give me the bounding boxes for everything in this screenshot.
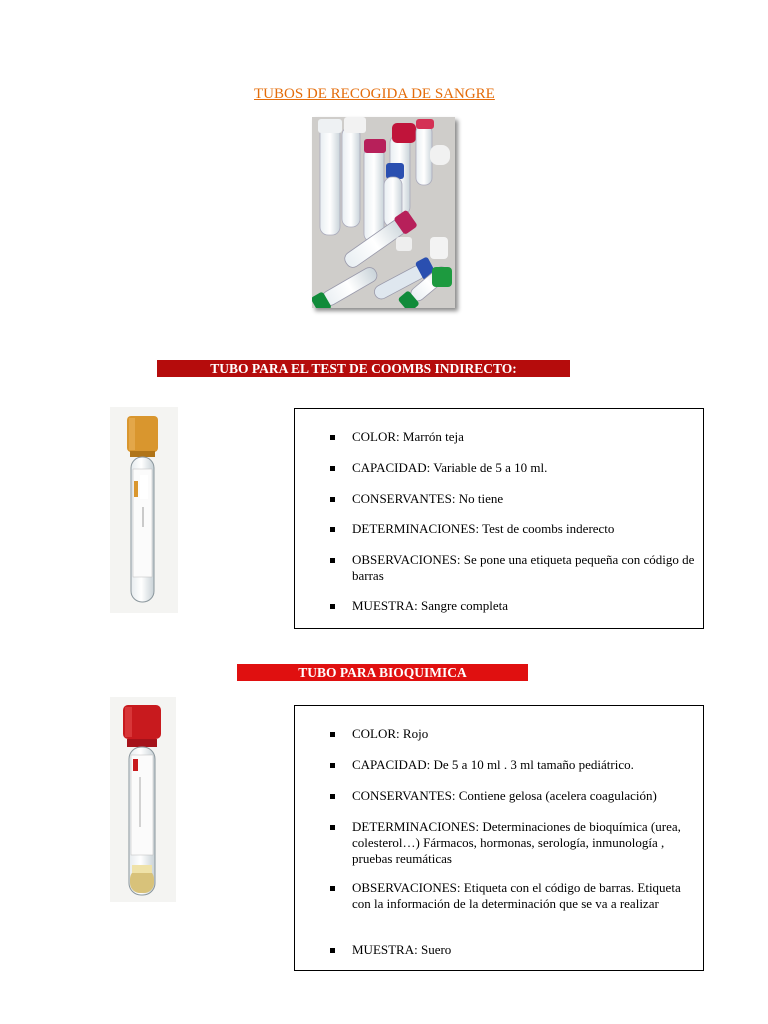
coombs-sample-item: MUESTRA: Sangre completa (352, 598, 697, 614)
bioquimica-tube-info-box (294, 705, 704, 971)
blood-tubes-photo (312, 117, 455, 308)
bioquimica-preservatives-item: CONSERVANTES: Contiene gelosa (acelera coagulación) (352, 788, 697, 804)
section-banner-coombs: TUBO PARA EL TEST DE COOMBS INDIRECTO: (157, 360, 570, 377)
coombs-preservatives-item: CONSERVANTES: No tiene (352, 491, 697, 507)
document-title: TUBOS DE RECOGIDA DE SANGRE (254, 86, 495, 102)
bioquimica-capacity-item: CAPACIDAD: De 5 a 10 ml . 3 ml tamaño pediátrico. (352, 757, 697, 773)
coombs-observations-item: OBSERVACIONES: Se pone una etiqueta pequeña con código de barras (352, 552, 697, 584)
coombs-color-item: COLOR: Marrón teja (352, 429, 697, 445)
bioquimica-observations-item: OBSERVACIONES: Etiqueta con el código de barras. Etiqueta con la información de la determinación que se va a realizar (352, 880, 697, 912)
section-banner-bioquimica: TUBO PARA BIOQUIMICA (237, 664, 528, 681)
bioquimica-color-item: COLOR: Rojo (352, 726, 697, 742)
coombs-capacity-item: CAPACIDAD: Variable de 5 a 10 ml. (352, 460, 697, 476)
coombs-determinations-item: DETERMINACIONES: Test de coombs inderecto (352, 521, 697, 537)
brown-cap-tube-photo (110, 407, 178, 613)
bioquimica-determinations-item: DETERMINACIONES: Determinaciones de bioquímica (urea, colesterol…) Fármacos, hormonas, serología, inmunología , pruebas reumáticas (352, 819, 697, 867)
coombs-tube-info-box (294, 408, 704, 629)
red-cap-tube-photo (110, 697, 176, 902)
bioquimica-sample-item: MUESTRA: Suero (352, 942, 697, 958)
